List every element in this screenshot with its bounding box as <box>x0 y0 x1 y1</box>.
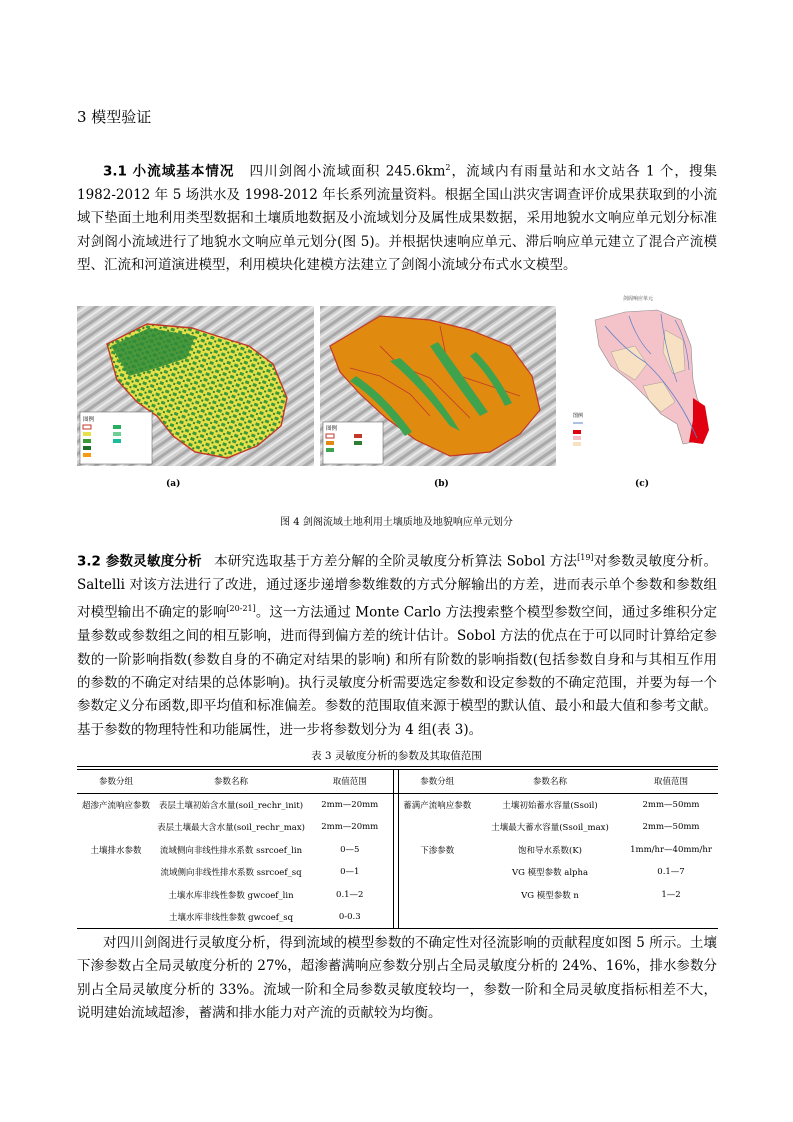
reference-19: [19] <box>577 553 594 562</box>
paragraph-results <box>77 932 717 1026</box>
table-cell <box>476 906 624 929</box>
table-cell: 1mm/hr—40mm/hr <box>630 844 712 855</box>
table-caption: 表 3 灵敏度分析的参数及其取值范围 <box>311 750 482 762</box>
heading-3-1: 3.1 小流域基本情况 <box>103 163 235 180</box>
table-cell: 土壤水库非线性参数 gwcoef_sq <box>168 913 294 924</box>
legend-b-title: 图例 <box>326 426 338 432</box>
table-top-rule <box>77 766 718 767</box>
superscript-2: 2 <box>445 163 451 172</box>
panel-c-title: 剑阁响应单元 <box>623 296 654 302</box>
table-row <box>77 816 718 839</box>
text-3-2-a: 本研究选取基于方差分解的全阶灵敏度分析算法 Sobol 方法 <box>213 553 578 570</box>
table-row <box>77 884 718 907</box>
table-cell: 2mm—50mm <box>642 822 700 833</box>
legend-a-title: 图例 <box>83 417 95 423</box>
figure-label-a: (a) <box>166 479 181 489</box>
reference-20-21: [20-21] <box>226 604 256 614</box>
table-cell <box>77 906 155 929</box>
table-cell <box>398 816 476 839</box>
text-3-1-b: ，流域内有雨量站和水文站各 1 个，搜集 1982-2012 年 5 场洪水及 1998-2012 年长系列流量资料。根据全国山洪灾害调查评价成果获取到的小流域下垫面土地利用类型数据和土壤质地数据及小流域划分及属性成果数据，采用地貌水文响应单元划分标准对剑阁小流域进行了地貌水文响应单元划分(图 5)。并根据快速响应单元、滞后响应单元建立了混合产流模型、汇流和河道演进模型，利用模块化建模方法建立了剑阁小流域分布式水文模型。 <box>77 163 718 274</box>
header-cell: 参数分组 <box>77 770 155 793</box>
header-cell: 参数名称 <box>155 770 307 793</box>
header-cell: 参数名称 <box>476 770 624 793</box>
legend-c-title: 图例 <box>573 413 584 419</box>
table-cell: 土壤初始蓄水容量(Ssoil) <box>502 800 598 811</box>
table-cell <box>398 861 476 884</box>
table-cell <box>398 906 476 929</box>
paragraph-3-1 <box>77 156 717 278</box>
table-header-row <box>77 770 718 793</box>
figure-label-b: (b) <box>434 479 449 489</box>
table-cell: 流域侧向非线性排水系数 ssrcoef_sq <box>160 868 302 879</box>
figure-label-c: (c) <box>635 479 649 489</box>
table-row <box>77 906 718 929</box>
table-cell <box>77 816 155 839</box>
figure-panel-a <box>77 306 314 466</box>
table-bottom-rule <box>77 928 718 929</box>
paragraph-3-2 <box>77 546 717 742</box>
text-3-2-b: 对参数灵敏度分析。Saltelli 对该方法进行了改进，通过逐步递增参数维数的方式分解输出的方差，进而表示单个参数和参数组对模型输出不确定的影响 <box>77 553 717 621</box>
table-cell: 0.1—7 <box>657 867 685 878</box>
table-cell <box>624 906 718 929</box>
heading-3-2: 3.2 参数灵敏度分析 <box>77 553 202 570</box>
table-cell: VG 模型参数 alpha <box>511 868 589 879</box>
figure-panel-b <box>320 306 556 466</box>
table-cell: 土壤排水参数 <box>90 845 142 856</box>
table-row <box>77 861 718 884</box>
header-cell: 取值范围 <box>624 770 718 793</box>
table-cell: 蓄满产流响应参数 <box>403 800 472 811</box>
parameter-table <box>77 770 718 929</box>
section-title: 3 模型验证 <box>77 108 152 126</box>
table-cell: 表层土壤最大含水量(soil_rechr_max) <box>157 823 305 834</box>
table-cell: 2mm—20mm <box>321 799 379 810</box>
table-cell: 0-0.3 <box>338 912 361 923</box>
text-3-1-a: 四川剑阁小流域面积 245.6km <box>248 163 446 180</box>
table-cell: 0.1—2 <box>336 889 364 900</box>
table-cell: 土壤最大蓄水容量(Ssoil_max) <box>491 823 609 834</box>
text-results: 对四川剑阁进行灵敏度分析，得到流域的模型参数的不确定性对径流影响的贡献程度如图 5 所示。土壤下渗参数占全局灵敏度分析的 27%，超渗蓄满响应参数分别占全局灵敏度分析的 24%、16%，排水参数分别占全局灵敏度分析的 33%。流域一阶和全局参数灵敏度较均一，参数一阶和全局灵敏度指标相差不大，说明建始流域超渗，蓄满和排水能力对产流的贡献较为均衡。 <box>77 935 717 1022</box>
table-cell: 0—5 <box>340 844 360 855</box>
figure-caption: 图 4 剑阁流域土地利用土壤质地及地貌响应单元划分 <box>280 517 513 528</box>
table-cell: VG 模型参数 n <box>521 890 579 901</box>
table-row <box>77 793 718 816</box>
table-cell: 土壤水库非线性参数 gwcoef_lin <box>168 890 294 901</box>
table-cell: 表层土壤初始含水量(soil_rechr_init) <box>158 800 304 811</box>
table-cell: 下渗参数 <box>420 845 455 856</box>
table-cell: 0—1 <box>340 867 360 878</box>
table-cell: 2mm—20mm <box>321 822 379 833</box>
header-cell: 参数分组 <box>398 770 476 793</box>
text-3-2-c: 。这一方法通过 Monte Carlo 方法搜索整个模型参数空间，通过多维积分定量参数或参数组之间的相互影响，进而得到偏方差的统计估计。Sobol 方法的优点在于可以同时计算给定参数的一阶影响指数(参数自身的不确定对结果的影响) 和所有阶数的影响指数(包括参数自身和与其相互作用的参数的不确定对结果的总体影响)。执行灵敏度分析需要选定参数和设定参数的不确定范围，并要为每一个参数定义分布函数,即平均值和标准偏差。参数的范围取值来源于模型的默认值、最小和最大值和参考文献。基于参数的物理特性和功能属性，进一步将参数划分为 4 组(表 3)。 <box>77 604 717 738</box>
table-cell: 1—2 <box>661 889 681 900</box>
table-cell: 超渗产流响应参数 <box>81 800 150 811</box>
table-cell <box>77 861 155 884</box>
figure-panel-c <box>565 290 717 465</box>
table-row <box>77 839 718 862</box>
table-cell: 2mm—50mm <box>642 799 700 810</box>
table-cell: 流域侧向非线性排水系数 ssrcoef_lin <box>159 845 303 856</box>
table-cell: 饱和导水系数(K) <box>518 845 582 856</box>
table-cell <box>398 884 476 907</box>
header-cell: 取值范围 <box>307 770 393 793</box>
table-cell <box>77 884 155 907</box>
